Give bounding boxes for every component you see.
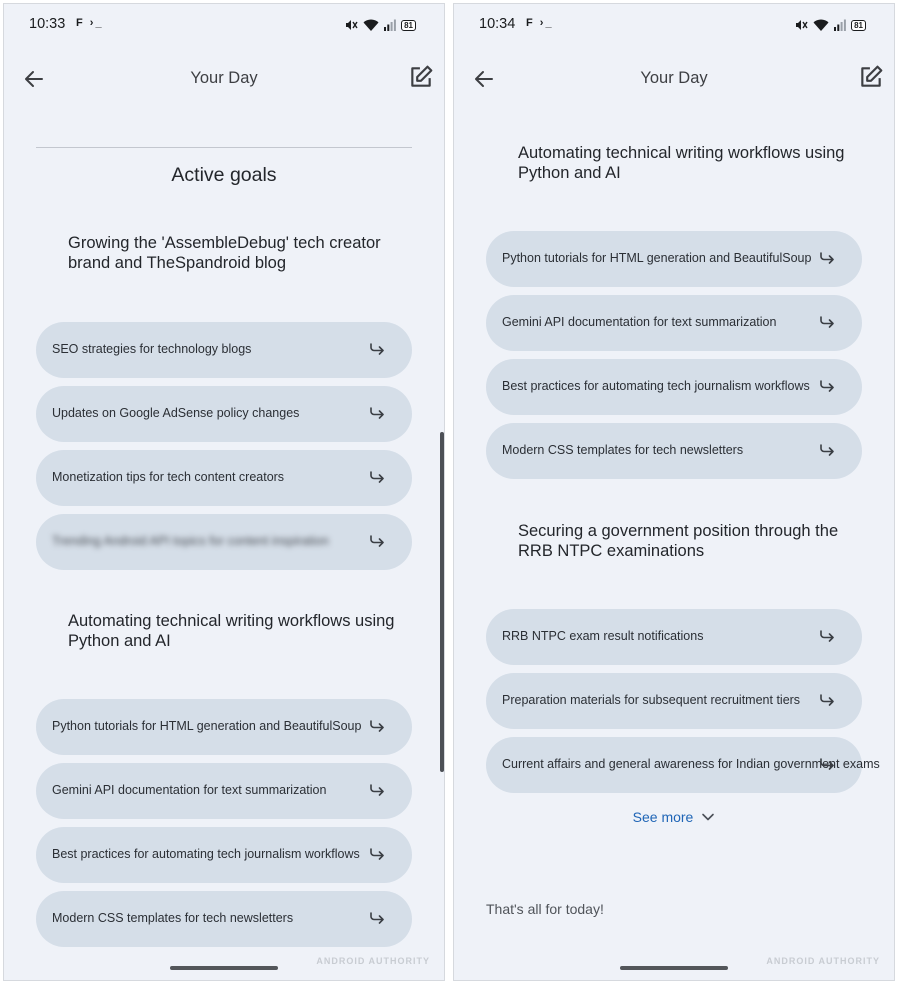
section-divider xyxy=(36,147,412,148)
wifi-icon xyxy=(813,19,829,32)
edit-icon[interactable] xyxy=(408,64,434,90)
forward-arrow-icon xyxy=(818,249,836,267)
suggestion-chip[interactable] xyxy=(486,231,862,287)
watermark: ANDROID AUTHORITY xyxy=(316,956,430,966)
mute-icon xyxy=(794,18,808,32)
suggestion-label: Gemini API documentation for text summarization xyxy=(52,783,327,797)
suggestion-chip[interactable] xyxy=(36,827,412,883)
forward-arrow-icon xyxy=(818,627,836,645)
forward-arrow-icon xyxy=(368,532,386,550)
signal-icon xyxy=(384,19,396,31)
forward-arrow-icon xyxy=(368,909,386,927)
suggestion-chip[interactable] xyxy=(36,891,412,947)
top-app-bar xyxy=(4,64,444,96)
phone-screen-left xyxy=(3,3,445,981)
forward-arrow-icon xyxy=(368,404,386,422)
suggestion-chip[interactable] xyxy=(486,423,862,479)
suggestion-chip[interactable] xyxy=(486,737,880,793)
suggestion-label-blurred: Trending Android API topics for content inspiration xyxy=(52,534,329,548)
suggestion-label: SEO strategies for technology blogs xyxy=(52,342,252,356)
phone-screen-right xyxy=(453,3,895,981)
edit-icon[interactable] xyxy=(858,64,884,90)
suggestion-label: Best practices for automating tech journalism workflows xyxy=(502,379,810,393)
suggestion-chip[interactable] xyxy=(486,295,862,351)
page-title: Your Day xyxy=(190,69,258,87)
notification-icons: F ›_ xyxy=(76,17,104,29)
forward-arrow-icon xyxy=(368,781,386,799)
suggestion-chip[interactable] xyxy=(36,763,412,819)
forward-arrow-icon xyxy=(818,377,836,395)
top-app-bar xyxy=(454,64,894,96)
wifi-icon xyxy=(363,19,379,32)
suggestion-chip[interactable] xyxy=(486,359,862,415)
suggestion-chip[interactable] xyxy=(36,699,412,755)
goal-title: Growing the 'AssembleDebug' tech creator brand and TheSpandroid blog xyxy=(68,234,381,272)
status-time: 10:33 xyxy=(29,16,66,32)
scrollbar[interactable] xyxy=(440,432,444,772)
signal-icon xyxy=(834,19,846,31)
suggestion-label: RRB NTPC exam result notifications xyxy=(502,629,704,643)
battery-icon: 81 xyxy=(851,20,866,31)
suggestion-chip[interactable] xyxy=(36,386,412,442)
suggestion-label: Best practices for automating tech journalism workflows xyxy=(52,847,360,861)
suggestion-chip[interactable] xyxy=(486,609,862,665)
forward-arrow-icon xyxy=(818,313,836,331)
status-indicators xyxy=(794,18,866,32)
forward-arrow-icon xyxy=(818,691,836,709)
goal-title: Automating technical writing workflows using Python and AI xyxy=(68,612,395,650)
goal-title: Automating technical writing workflows using Python and AI xyxy=(518,144,845,182)
mute-icon xyxy=(344,18,358,32)
status-time: 10:34 xyxy=(479,16,516,32)
forward-arrow-icon xyxy=(368,340,386,358)
chevron-down-icon xyxy=(701,812,715,822)
forward-arrow-icon xyxy=(818,441,836,459)
suggestion-label: Current affairs and general awareness for Indian government exams xyxy=(502,757,880,771)
forward-arrow-icon xyxy=(818,755,836,773)
suggestion-chip[interactable] xyxy=(486,673,862,729)
suggestion-label: Gemini API documentation for text summarization xyxy=(502,315,777,329)
end-of-feed-text: That's all for today! xyxy=(486,901,604,917)
suggestion-chip[interactable] xyxy=(36,514,412,570)
suggestion-label: Updates on Google AdSense policy changes xyxy=(52,406,300,420)
suggestion-label: Monetization tips for tech content creators xyxy=(52,470,285,484)
suggestion-chip[interactable] xyxy=(36,322,412,378)
see-more-label: See more xyxy=(632,809,694,825)
forward-arrow-icon xyxy=(368,468,386,486)
suggestion-chip[interactable] xyxy=(36,450,412,506)
suggestion-label: Modern CSS templates for tech newsletters xyxy=(52,911,294,925)
gesture-nav-bar[interactable] xyxy=(170,966,278,970)
suggestion-label: Preparation materials for subsequent recruitment tiers xyxy=(502,693,801,707)
notification-icons: F ›_ xyxy=(526,17,554,29)
page-title: Your Day xyxy=(640,69,708,87)
status-bar xyxy=(454,16,894,36)
forward-arrow-icon xyxy=(368,717,386,735)
see-more-button[interactable] xyxy=(454,809,894,825)
suggestion-label: Python tutorials for HTML generation and BeautifulSoup xyxy=(502,251,812,265)
suggestion-label: Python tutorials for HTML generation and BeautifulSoup xyxy=(52,719,362,733)
status-bar xyxy=(4,16,444,36)
suggestion-label: Modern CSS templates for tech newsletters xyxy=(502,443,744,457)
gesture-nav-bar[interactable] xyxy=(620,966,728,970)
watermark: ANDROID AUTHORITY xyxy=(766,956,880,966)
forward-arrow-icon xyxy=(368,845,386,863)
status-indicators xyxy=(344,18,416,32)
section-heading: Active goals xyxy=(171,164,277,186)
goal-title: Securing a government position through the RRB NTPC examinations xyxy=(518,522,839,560)
battery-icon: 81 xyxy=(401,20,416,31)
